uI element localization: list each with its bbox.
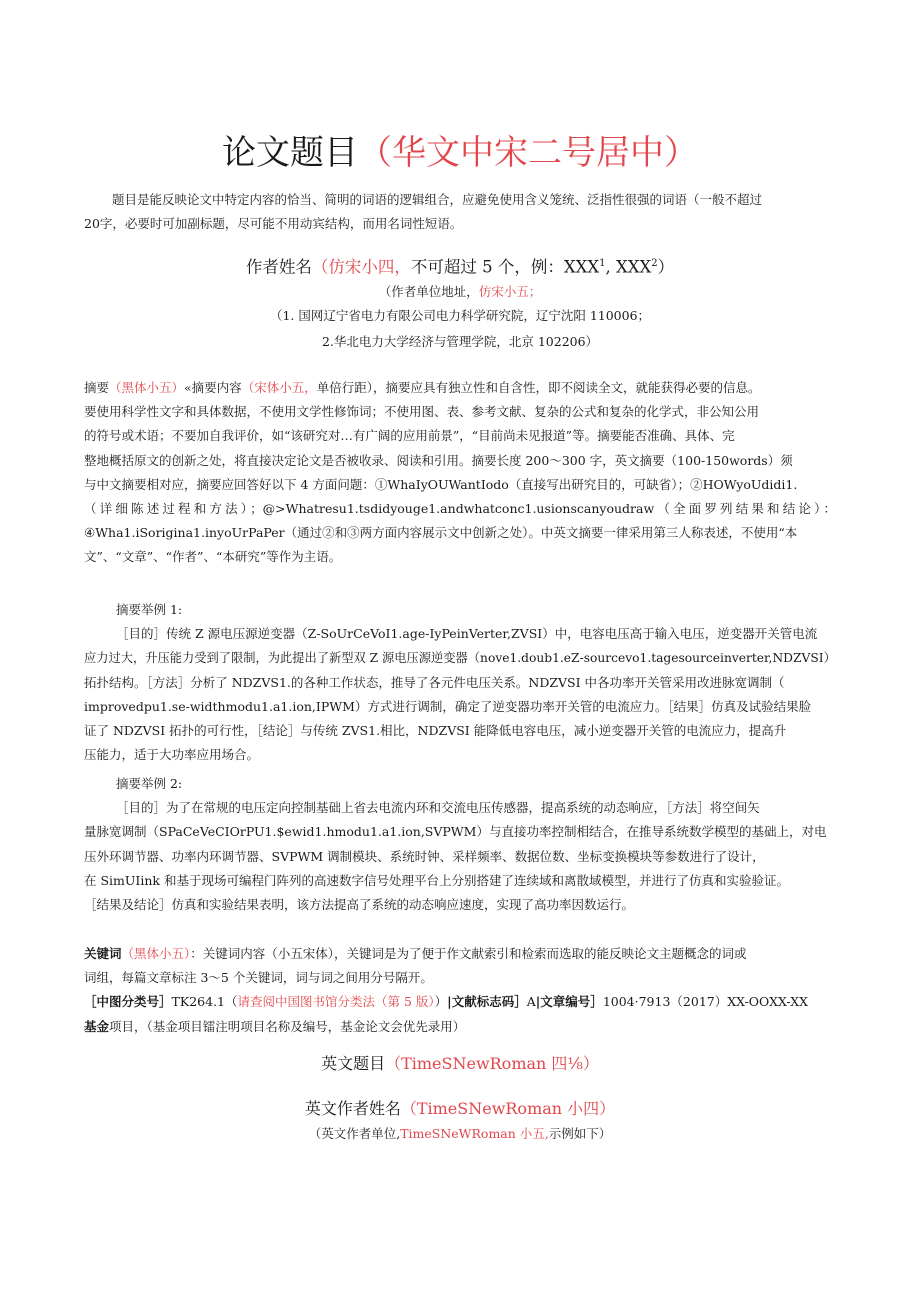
author-sup-1: 1: [599, 258, 606, 269]
example-line: 压能力，适于大功率应用场合。: [84, 747, 260, 763]
fund-line: [84, 1015, 836, 1039]
example-line: 拓扑结构。［方法］分析了 NDZVS1.的各种工作状态，推导了各元件电压关系。NDZVSI 中各功率开关管采用改进脉宽调制（: [84, 674, 785, 690]
article-number-value: 1004·7913（2017）XX-OOXX-XX: [602, 994, 809, 1010]
abstract-section: [84, 376, 836, 570]
abstract-line: 的符号或术语；不要加自我评价，如“该研究对…有广阔的应用前景”，“目前尚未见报道”等。摘要能否准确、具体、完: [84, 428, 735, 444]
affiliation-line-2: 2.华北电力大学经济与管理学院，北京 102206）: [321, 334, 599, 349]
title-description: [84, 188, 836, 236]
example-line: ［目的］为了在常规的电压定向控制基础上省去电流内环和交流电压传感器，提高系统的动态响应，［方法］将空间矢: [116, 800, 760, 816]
clc-close: ）: [434, 994, 448, 1010]
abstract-line: [84, 376, 836, 400]
affiliation-note: [0, 282, 920, 302]
example-line: improvedpu1.se-widthmodu1.a1.ion,IPWM）方式进行调制，确定了逆变器功率开关管的电流应力。［结果］仿真及试验结果脸: [84, 698, 812, 714]
keywords-text: ：关键词内容（小五宋体），关键词是为了便于作文献索引和检索而选取的能反映论文主题概念的词或: [190, 946, 747, 961]
author-line: [0, 251, 920, 281]
english-author: [0, 1097, 920, 1121]
keywords-label: 关键词: [84, 946, 122, 961]
fund-label: 基金: [84, 1018, 110, 1034]
doc-code-label: |文献标志码］: [447, 994, 527, 1010]
example-line: 压外环调节器、功率内环调节器、SVPWM 调制模块、系统时钟、采样频率、数据位数、坐标变换模块等参数进行了设计，: [84, 848, 765, 864]
english-title: [0, 1052, 920, 1076]
example-heading: 摘要举例 2:: [116, 776, 183, 791]
author-rule: 不可超过 5 个，例：XXX: [410, 257, 600, 277]
author-name-label: 作者姓名: [245, 257, 312, 277]
keywords-line: [84, 942, 836, 966]
english-title-note: （TimeSNewRoman 四⅛）: [385, 1054, 599, 1073]
title-format-note: （华文中宋二号居中）: [358, 133, 698, 173]
abstract-line: （详细陈述过程和方法）；@>Whatresu1.tsdidyouge1.andwhatconc1.usionscanyoudraw（全面罗列结果和结论）：: [84, 501, 836, 517]
abstract-line: ④Wha1.iSorigina1.inyoUrPaPer（通过②和③两方面内容展示文中创新之处）。中英文摘要一律采用第三人称表述，不使用“本: [84, 525, 798, 541]
english-author-label: 英文作者姓名: [304, 1099, 401, 1118]
abstract-content-label: «摘要内容: [184, 380, 242, 395]
example-line: 应力过大，升压能力受到了限制，为此提出了新型双 Z 源电压源逆变器（nove1.doub1.eZ-sourcevo1.tagesourceinverter,NDZVSI）: [84, 651, 836, 666]
keywords-label-note: （黑体小五）: [121, 946, 191, 961]
affiliation-label: （作者单位地址，: [378, 284, 479, 299]
example-line: 量脉宽调制（SPaCeVeCIOrPU1.$ewid1.hmodu1.a1.ion,SVPWM）与直接功率控制相结合，在推导系统数学模型的基础上，对电: [84, 824, 827, 840]
classification-line: [84, 990, 836, 1014]
keywords-section: [84, 942, 836, 1039]
example-heading: 摘要举例 1:: [116, 602, 183, 617]
clc-label: ［中图分类号］: [84, 994, 172, 1010]
page-title: [0, 130, 920, 176]
abstract-line: 文”、“文章”、“作者”、“本研究”等作为主语。: [84, 549, 342, 565]
keywords-line: 词组，每篇文章标注 3～5 个关键词，词与词之间用分号隔开。: [84, 970, 433, 986]
abstract-line: 要使用科学性文字和具体数据，不使用文学性修饰词；不使用图、表、参考文献、复杂的公式和复杂的化学式，非公知公用: [84, 404, 760, 420]
abstract-content-note: （宋体小五，: [241, 380, 317, 395]
title-main: 论文题目: [222, 133, 358, 173]
english-affiliation: [0, 1124, 920, 1144]
author-sup-2: 2: [651, 258, 658, 269]
author-example-2: , XXX: [605, 257, 652, 277]
english-title-label: 英文题目: [321, 1054, 386, 1073]
example-line: ［结果及结论］仿真和实验结果表明，该方法提高了系统的动态响应速度，实现了高功率因数运行。: [84, 897, 635, 913]
title-desc-line: 20字，必要时可加副标题，尽可能不用动宾结构，而用名词性短语。: [84, 216, 463, 232]
english-author-note: （TimeSNewRoman 小四）: [400, 1099, 616, 1118]
abstract-example-2: [84, 772, 836, 917]
doc-code-value: A: [526, 994, 536, 1010]
example-line: 在 SimUIink 和基于现场可编程门阵列的高速数字信号处理平台上分别搭建了连续域和离散域模型，并进行了仿真和实验验证。: [84, 872, 789, 888]
affiliation-format-note: 仿宋小五；: [478, 284, 542, 299]
abstract-text: 单倍行距），摘要应具有独立性和自含性，即不阅读全文，就能获得必要的信息。: [316, 380, 761, 395]
example-line: 证了 NDZVSI 拓扑的可行性，［结论］与传统 ZVS1.相比，NDZVSI 能降低电容电压，减小逆变器开关管的电流应力，提高升: [84, 723, 787, 739]
abstract-label-note: （黑体小五）: [109, 380, 185, 395]
abstract-line: 整地概括原文的创新之处，将直接决定论文是否被收录、阅读和引用。摘要长度 200～300 字，英文摘要（100-150words）须: [84, 452, 793, 468]
abstract-example-1: [84, 598, 836, 767]
clc-value: TK264.1（: [171, 994, 238, 1010]
english-affiliation-note: TimeSNeWRoman 小五,: [400, 1126, 549, 1141]
title-desc-line: 题目是能反映论文中特定内容的恰当、简明的词语的逻辑组合，应避免使用含义笼统、泛指性很强的词语（一般不超过: [112, 192, 763, 207]
fund-text: 项目，（基金项目镭注明项目名称及编号，基金论文会优先录用）: [109, 1018, 466, 1034]
english-affiliation-label: （英文作者单位,: [308, 1126, 401, 1141]
example-line: ［目的］传统 Z 源电压源逆变器（Z-SoUrCeVoI1.age-IyPeinVerter,ZVSI）中，电容电压高于输入电压，逆变器开关管电流: [116, 626, 818, 642]
english-affiliation-suffix: 示例如下）: [548, 1126, 612, 1141]
abstract-line: 与中文摘要相对应，摘要应回答好以下 4 方面问题：①WhaIyOUWantIodo（直接写出研究目的，可缺省）；②HOWyoUdidi1.: [84, 476, 798, 492]
author-close: ）: [657, 257, 675, 277]
article-number-label: |文章编号］: [535, 994, 603, 1010]
author-format-note: （仿宋小四，: [311, 257, 411, 277]
clc-note: 请查阅中国图书馆分类法（第 5 版）: [237, 994, 435, 1010]
abstract-label: 摘要: [84, 380, 110, 395]
affiliation-line-1: （1. 国网辽宁省电力有限公司电力科学研究院，辽宁沈阳 110006；: [269, 308, 651, 323]
